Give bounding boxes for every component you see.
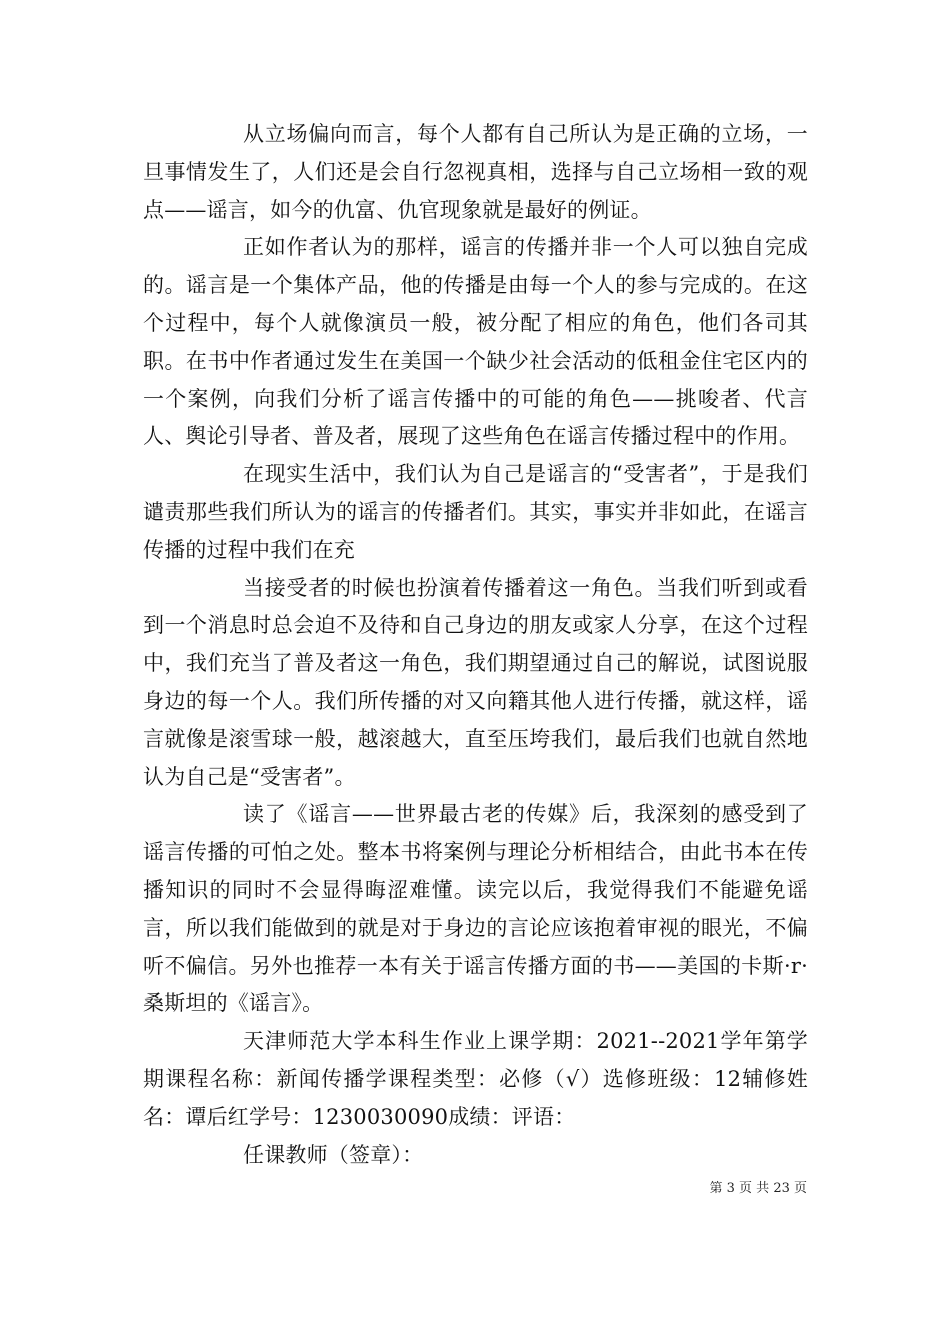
paragraph: 读了《谣言——世界最古老的传媒》后，我深刻的感受到了谣言传播的可怕之处。整本书将案例与理论分析相结合，由此书本在传播知识的同时不会显得晦涩难懂。读完以后，我觉得我们不能避免谣言，所以我们能做到的就是对于身边的言论应该抱着审视的眼光，不偏听不偏信。另外也推荐一本有关于谣言传播方面的书——美国的卡斯·r·桑斯坦的《谣言》。 [143,802,808,1016]
page-number: 第 3 页 共 23 页 [709,1181,807,1196]
assignment-info: 天津师范大学本科生作业上课学期：2021--2021学年第学期课程名称：新闻传播学课程类型：必修（√）选修班级：12辅修姓名：谭后红学号：1230030090成绩：评语： [143,1029,808,1129]
paragraph: 从立场偏向而言，每个人都有自己所认为是正确的立场，一旦事情发生了，人们还是会自行忽视真相，选择与自己立场相一致的观点——谣言，如今的仇富、仇官现象就是最好的例证。 [143,122,808,222]
document-body [143,116,808,1174]
teacher-signature-line: 任课教师（签章）： [243,1142,424,1167]
paragraph: 在现实生活中，我们认为自己是谣言的“受害者”，于是我们谴责那些我们所认为的谣言的传播者们。其实，事实并非如此，在谣言传播的过程中我们在充 [143,462,808,562]
paragraph: 当接受者的时候也扮演着传播着这一角色。当我们听到或看到一个消息时总会迫不及待和自己身边的朋友或家人分享，在这个过程中，我们充当了普及者这一角色，我们期望通过自己的解说，试图说服身边的每一个人。我们所传播的对又向籍其他人进行传播，就这样，谣言就像是滚雪球一般，越滚越大，直至压垮我们，最后我们也就自然地认为自己是“受害者”。 [143,575,808,789]
paragraph: 正如作者认为的那样，谣言的传播并非一个人可以独自完成的。谣言是一个集体产品，他的传播是由每一个人的参与完成的。在这个过程中，每个人就像演员一般，被分配了相应的角色，他们各司其职。在书中作者通过发生在美国一个缺少社会活动的低租金住宅区内的一个案例，向我们分析了谣言传播中的可能的角色——挑唆者、代言人、舆论引导者、普及者，展现了这些角色在谣言传播过程中的作用。 [143,235,808,449]
